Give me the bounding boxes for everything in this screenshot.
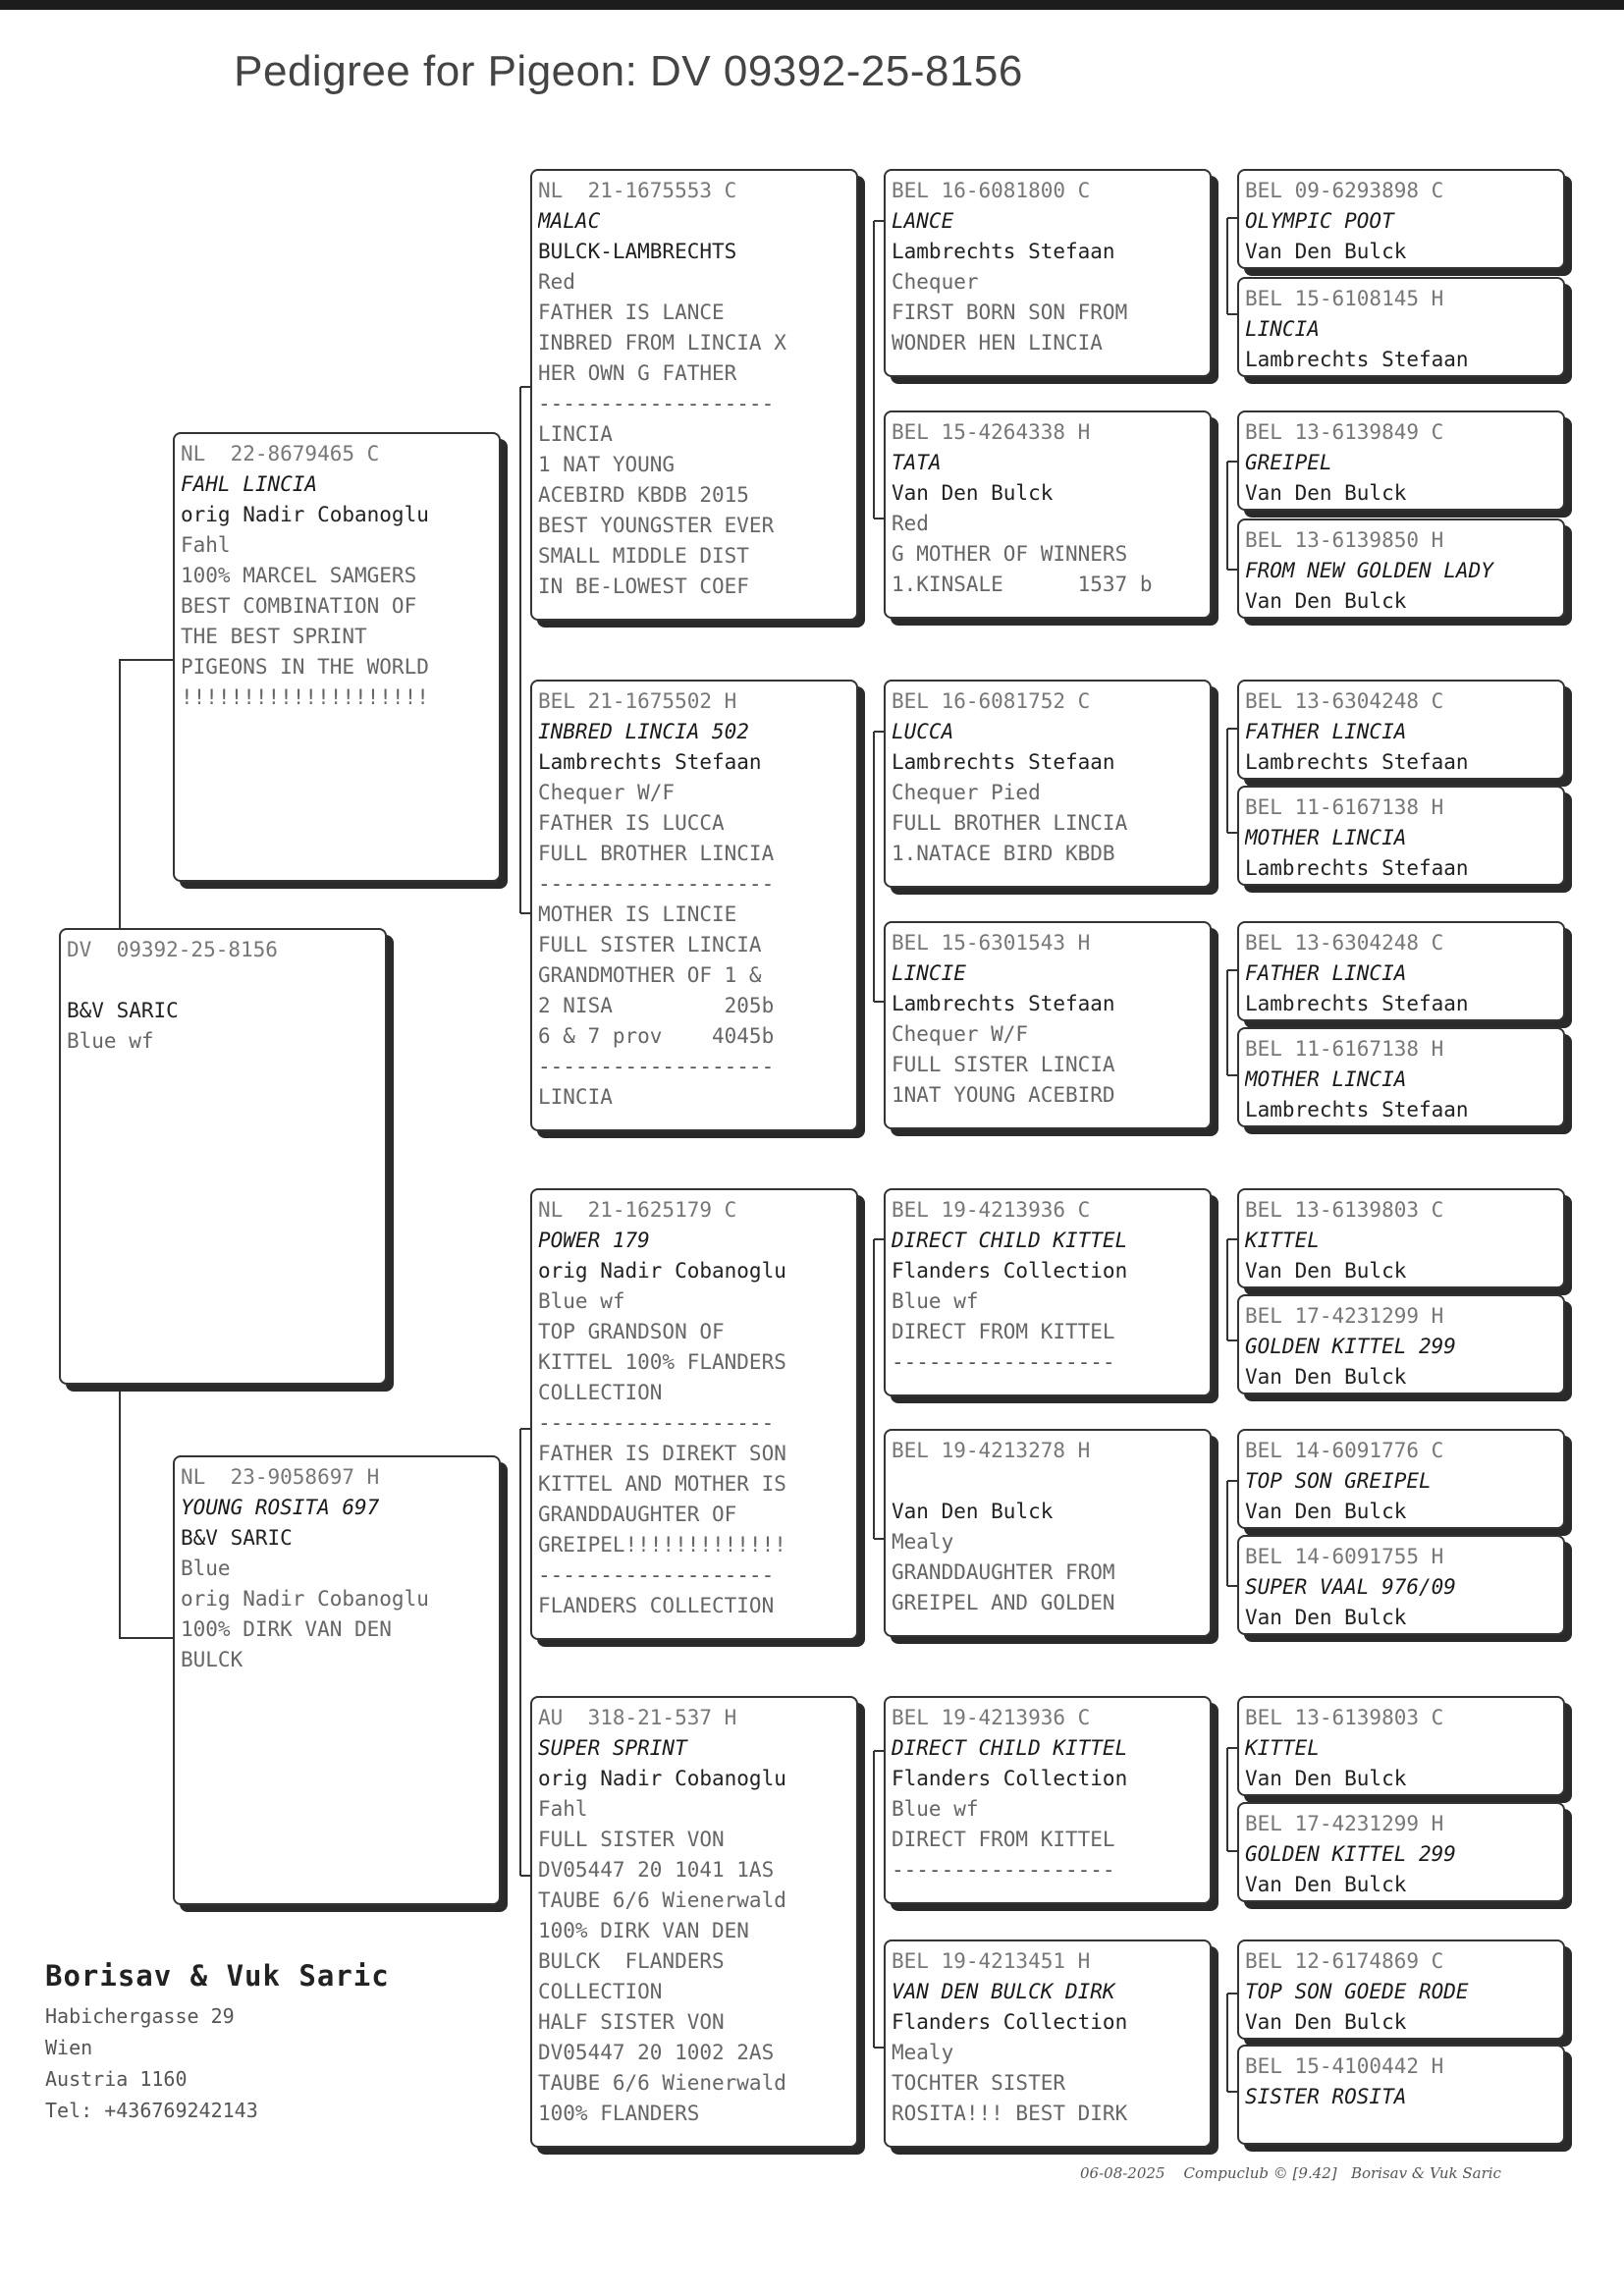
owner-name: Borisav & Vuk Saric	[45, 1959, 390, 1993]
gp-line: -------------------	[538, 1411, 775, 1435]
gp-line: COLLECTION	[538, 1381, 663, 1404]
great-great-grandparent-card-15[interactable]	[1237, 1940, 1565, 2040]
dam-line: Blue	[181, 1557, 231, 1580]
great-great-grandparent-card-1[interactable]	[1237, 169, 1565, 269]
gp-line: FULL SISTER VON	[538, 1828, 725, 1851]
gp-ring: NL 21-1625179 C	[538, 1198, 737, 1222]
gggp-owner: Van Den Bulck	[1245, 2010, 1407, 2034]
gp-line: GREIPEL!!!!!!!!!!!!!	[538, 1533, 786, 1557]
gp-line: Fahl	[538, 1797, 588, 1821]
gp-line: MOTHER IS LINCIE	[538, 902, 737, 926]
ggp-line: FULL BROTHER LINCIA	[892, 811, 1128, 835]
ggp-name: VAN DEN BULCK DIRK	[892, 1980, 1115, 2003]
ggp-owner: Flanders Collection	[892, 2010, 1128, 2034]
gggp-ring: BEL 09-6293898 C	[1245, 179, 1444, 202]
gp-line: TOP GRANDSON OF	[538, 1320, 725, 1343]
gp-name: POWER 179	[538, 1229, 650, 1252]
ggp-name: LUCCA	[892, 720, 954, 743]
great-great-grandparent-card-9[interactable]	[1237, 1188, 1565, 1288]
ggp-name: DIRECT CHILD KITTEL	[892, 1229, 1128, 1252]
ggp-ring: BEL 19-4213936 C	[892, 1198, 1091, 1222]
ggp-name: LINCIE	[892, 961, 966, 985]
gp-line: FLANDERS COLLECTION	[538, 1594, 775, 1617]
gggp-name: SISTER ROSITA	[1245, 2085, 1407, 2108]
great-great-grandparent-card-12[interactable]	[1237, 1535, 1565, 1635]
ggp-line: Mealy	[892, 1530, 954, 1554]
connector-subject-sire	[120, 660, 173, 928]
grandparent-card-3[interactable]	[530, 1188, 858, 1640]
ggp-ring: BEL 16-6081800 C	[892, 179, 1091, 202]
gggp-name: MOTHER LINCIA	[1245, 1067, 1407, 1091]
gggp-ring: BEL 13-6304248 C	[1245, 931, 1444, 955]
gggp-ring: BEL 12-6174869 C	[1245, 1949, 1444, 1973]
ggp-line: Mealy	[892, 2041, 954, 2064]
gp-line: Blue wf	[538, 1289, 625, 1313]
gp-line: 100% FLANDERS	[538, 2102, 700, 2125]
ggp-line: ------------------	[892, 1350, 1115, 1374]
subject-card[interactable]	[59, 928, 387, 1385]
gp-line: FULL BROTHER LINCIA	[538, 842, 775, 865]
grandparent-card-2[interactable]	[530, 680, 858, 1131]
gp-line: -------------------	[538, 1563, 775, 1587]
ggp-ring: BEL 19-4213278 H	[892, 1439, 1091, 1462]
gp-ring: NL 21-1675553 C	[538, 179, 737, 202]
grandparent-card-4[interactable]	[530, 1696, 858, 2148]
gggp-name: MOTHER LINCIA	[1245, 826, 1407, 849]
ggp-line: G MOTHER OF WINNERS	[892, 542, 1128, 566]
gp-owner: Lambrechts Stefaan	[538, 750, 762, 774]
gggp-owner: Van Den Bulck	[1245, 1365, 1407, 1389]
gp-line: SMALL MIDDLE DIST	[538, 544, 749, 568]
owner-address-block	[45, 1959, 390, 2126]
great-grandparent-card-7[interactable]	[884, 1696, 1212, 1904]
great-great-grandparent-card-5[interactable]	[1237, 680, 1565, 780]
ggp-line: ------------------	[892, 1858, 1115, 1882]
gggp-owner: Van Den Bulck	[1245, 1873, 1407, 1896]
ggp-owner: Lambrechts Stefaan	[892, 240, 1115, 263]
ggp-name: DIRECT CHILD KITTEL	[892, 1736, 1128, 1760]
gggp-name: TOP SON GREIPEL	[1245, 1469, 1432, 1493]
gggp-ring: BEL 17-4231299 H	[1245, 1304, 1444, 1328]
gggp-name: GOLDEN KITTEL 299	[1245, 1842, 1456, 1866]
gggp-owner: Lambrechts Stefaan	[1245, 856, 1469, 880]
great-grandparent-card-6[interactable]	[884, 1429, 1212, 1637]
ggp-line: Chequer	[892, 270, 979, 294]
ggp-line: Red	[892, 512, 929, 535]
gggp-ring: BEL 17-4231299 H	[1245, 1812, 1444, 1835]
sire-line: THE BEST SPRINT	[181, 625, 367, 648]
gggp-name: FATHER LINCIA	[1245, 961, 1407, 985]
ggp-line: WONDER HEN LINCIA	[892, 331, 1103, 355]
gp-line: HALF SISTER VON	[538, 2010, 725, 2034]
ggp-name: TATA	[892, 451, 942, 474]
grandparent-card-1[interactable]	[530, 169, 858, 621]
ggp-owner: Lambrechts Stefaan	[892, 992, 1115, 1015]
gggp-ring: BEL 14-6091755 H	[1245, 1545, 1444, 1568]
gp-name: MALAC	[538, 209, 601, 233]
gp-line: IN BE-LOWEST COEF	[538, 574, 749, 598]
gp-line: INBRED FROM LINCIA X	[538, 331, 786, 355]
gggp-name: SUPER VAAL 976/09	[1245, 1575, 1456, 1599]
great-great-grandparent-card-14[interactable]	[1237, 1802, 1565, 1902]
great-great-grandparent-card-7[interactable]	[1237, 921, 1565, 1021]
gggp-ring: BEL 15-6108145 H	[1245, 287, 1444, 310]
gggp-owner: Lambrechts Stefaan	[1245, 348, 1469, 371]
sire-name: FAHL LINCIA	[181, 472, 318, 496]
ggp-owner: Lambrechts Stefaan	[892, 750, 1115, 774]
ggp-owner: Van Den Bulck	[892, 481, 1054, 505]
gp-line: TAUBE 6/6 Wienerwald	[538, 1888, 786, 1912]
gggp-owner	[1245, 2112, 1557, 2143]
ggp-line: ROSITA!!! BEST DIRK	[892, 2102, 1128, 2125]
sire-owner: orig Nadir Cobanoglu	[181, 503, 429, 526]
gggp-name: OLYMPIC POOT	[1245, 209, 1394, 233]
gggp-name: KITTEL	[1245, 1736, 1320, 1760]
gggp-owner: Van Den Bulck	[1245, 481, 1407, 505]
great-grandparent-card-8[interactable]	[884, 1940, 1212, 2148]
page-title: Pedigree for Pigeon: DV 09392-25-8156	[234, 47, 1023, 95]
ggp-line: FULL SISTER LINCIA	[892, 1053, 1115, 1076]
gggp-name: GOLDEN KITTEL 299	[1245, 1335, 1456, 1358]
gp-line: -------------------	[538, 872, 775, 896]
great-great-grandparent-card-13[interactable]	[1237, 1696, 1565, 1796]
ggp-line: Blue wf	[892, 1289, 979, 1313]
connector-subject-dam	[120, 1385, 173, 1638]
ggp-line: DIRECT FROM KITTEL	[892, 1828, 1115, 1851]
gggp-owner: Lambrechts Stefaan	[1245, 992, 1469, 1015]
gggp-name: TOP SON GOEDE RODE	[1245, 1980, 1469, 2003]
gp-line: 100% DIRK VAN DEN	[538, 1919, 749, 1942]
dam-card[interactable]	[173, 1455, 501, 1905]
gp-line: -------------------	[538, 392, 775, 415]
gp-line: LINCIA	[538, 422, 613, 446]
gp-line: FULL SISTER LINCIA	[538, 933, 762, 956]
gp-line: COLLECTION	[538, 1980, 663, 2003]
ggp-line: 1.KINSALE 1537 b	[892, 573, 1153, 596]
gp-line: DV05447 20 1002 2AS	[538, 2041, 775, 2064]
ggp-line: Chequer W/F	[892, 1022, 1029, 1046]
gggp-ring: BEL 13-6139850 H	[1245, 528, 1444, 552]
gggp-name: GREIPEL	[1245, 451, 1332, 474]
gp-line: 2 NISA 205b	[538, 994, 775, 1017]
gggp-ring: BEL 15-4100442 H	[1245, 2054, 1444, 2078]
gggp-ring: BEL 14-6091776 C	[1245, 1439, 1444, 1462]
gggp-owner: Van Den Bulck	[1245, 589, 1407, 613]
sire-card[interactable]	[173, 432, 501, 882]
gggp-owner: Van Den Bulck	[1245, 1259, 1407, 1283]
ggp-line: GRANDDAUGHTER FROM	[892, 1560, 1115, 1584]
gggp-ring: BEL 13-6304248 C	[1245, 689, 1444, 713]
gggp-owner: Van Den Bulck	[1245, 1500, 1407, 1523]
ggp-name	[892, 1466, 1204, 1497]
ggp-line: 1NAT YOUNG ACEBIRD	[892, 1083, 1115, 1107]
gp-name: INBRED LINCIA 502	[538, 720, 749, 743]
great-great-grandparent-card-10[interactable]	[1237, 1294, 1565, 1394]
gp-line: GRANDMOTHER OF 1 &	[538, 963, 762, 987]
sire-line: !!!!!!!!!!!!!!!!!!!!	[181, 685, 429, 709]
gp-owner: BULCK-LAMBRECHTS	[538, 240, 737, 263]
gp-owner: orig Nadir Cobanoglu	[538, 1767, 786, 1790]
gggp-ring: BEL 13-6139849 C	[1245, 420, 1444, 444]
gggp-ring: BEL 11-6167138 H	[1245, 795, 1444, 819]
great-great-grandparent-card-11[interactable]	[1237, 1429, 1565, 1529]
dam-line: BULCK	[181, 1648, 244, 1671]
great-great-grandparent-card-6[interactable]	[1237, 786, 1565, 886]
gggp-ring: BEL 11-6167138 H	[1245, 1037, 1444, 1061]
gggp-name: KITTEL	[1245, 1229, 1320, 1252]
gp-line: FATHER IS LANCE	[538, 301, 725, 324]
gggp-owner: Lambrechts Stefaan	[1245, 1098, 1469, 1121]
great-great-grandparent-card-16[interactable]	[1237, 2045, 1565, 2145]
ggp-line: GREIPEL AND GOLDEN	[892, 1591, 1115, 1614]
dam-owner: B&V SARIC	[181, 1526, 293, 1550]
subject-line	[67, 965, 379, 996]
gp-line: KITTEL 100% FLANDERS	[538, 1350, 786, 1374]
gp-line: Red	[538, 270, 575, 294]
gp-line: FATHER IS LUCCA	[538, 811, 725, 835]
gp-line: BULCK FLANDERS	[538, 1949, 725, 1973]
owner-country: Austria 1160	[45, 2067, 188, 2091]
great-great-grandparent-card-3[interactable]	[1237, 410, 1565, 511]
dam-ring: NL 23-9058697 H	[181, 1465, 380, 1489]
dam-line: 100% DIRK VAN DEN	[181, 1617, 392, 1641]
sire-ring: NL 22-8679465 C	[181, 442, 380, 465]
gp-line: GRANDDAUGHTER OF	[538, 1503, 737, 1526]
ggp-ring: BEL 16-6081752 C	[892, 689, 1091, 713]
ggp-line: TOCHTER SISTER	[892, 2071, 1066, 2095]
ggp-owner: Flanders Collection	[892, 1259, 1128, 1283]
owner-phone: Tel: +436769242143	[45, 2099, 258, 2122]
ggp-ring: BEL 19-4213451 H	[892, 1949, 1091, 1973]
owner-city: Wien	[45, 2036, 93, 2059]
subject-ring: DV 09392-25-8156	[67, 938, 278, 961]
ggp-line: Blue wf	[892, 1797, 979, 1821]
great-grandparent-card-5[interactable]	[884, 1188, 1212, 1396]
ggp-line: Chequer Pied	[892, 781, 1041, 804]
sire-line: PIGEONS IN THE WORLD	[181, 655, 429, 679]
owner-street: Habichergasse 29	[45, 2004, 235, 2028]
gp-ring: BEL 21-1675502 H	[538, 689, 737, 713]
gggp-name: FATHER LINCIA	[1245, 720, 1407, 743]
subject-line: B&V SARIC	[67, 999, 179, 1022]
gggp-name: LINCIA	[1245, 317, 1320, 341]
gggp-owner: Van Den Bulck	[1245, 240, 1407, 263]
great-grandparent-card-4[interactable]	[884, 921, 1212, 1129]
sire-line: BEST COMBINATION OF	[181, 594, 417, 618]
great-great-grandparent-card-4[interactable]	[1237, 519, 1565, 619]
gggp-ring: BEL 13-6139803 C	[1245, 1706, 1444, 1729]
gp-line: LINCIA	[538, 1085, 613, 1109]
ggp-name: LANCE	[892, 209, 954, 233]
footer-print-info: 06-08-2025 Compuclub © [9.42] Borisav & Vuk Saric	[1080, 2164, 1501, 2182]
ggp-line: 1.NATACE BIRD KBDB	[892, 842, 1115, 865]
gggp-owner: Lambrechts Stefaan	[1245, 750, 1469, 774]
dam-name: YOUNG ROSITA 697	[181, 1496, 380, 1519]
gggp-name: FROM NEW GOLDEN LADY	[1245, 559, 1493, 582]
sire-line: 100% MARCEL SAMGERS	[181, 564, 417, 587]
gp-owner: orig Nadir Cobanoglu	[538, 1259, 786, 1283]
gp-line: KITTEL AND MOTHER IS	[538, 1472, 786, 1496]
ggp-line: DIRECT FROM KITTEL	[892, 1320, 1115, 1343]
gp-ring: AU 318-21-537 H	[538, 1706, 737, 1729]
gp-line: FATHER IS DIREKT SON	[538, 1442, 786, 1465]
gp-line: HER OWN G FATHER	[538, 361, 737, 385]
gp-line: Chequer W/F	[538, 781, 676, 804]
gp-line: DV05447 20 1041 1AS	[538, 1858, 775, 1882]
ggp-ring: BEL 15-4264338 H	[892, 420, 1091, 444]
dam-line: orig Nadir Cobanoglu	[181, 1587, 429, 1611]
great-great-grandparent-card-2[interactable]	[1237, 277, 1565, 377]
great-great-grandparent-card-8[interactable]	[1237, 1027, 1565, 1127]
ggp-ring: BEL 19-4213936 C	[892, 1706, 1091, 1729]
ggp-line: FIRST BORN SON FROM	[892, 301, 1128, 324]
great-grandparent-card-1[interactable]	[884, 169, 1212, 377]
ggp-ring: BEL 15-6301543 H	[892, 931, 1091, 955]
sire-line: Fahl	[181, 533, 231, 557]
subject-line: Blue wf	[67, 1029, 154, 1053]
gggp-ring: BEL 13-6139803 C	[1245, 1198, 1444, 1222]
great-grandparent-card-3[interactable]	[884, 680, 1212, 888]
gp-line: 1 NAT YOUNG	[538, 453, 676, 476]
gp-line: ACEBIRD KBDB 2015	[538, 483, 749, 507]
gggp-owner: Van Den Bulck	[1245, 1606, 1407, 1629]
gp-line: -------------------	[538, 1055, 775, 1078]
gp-line: 6 & 7 prov 4045b	[538, 1024, 775, 1048]
ggp-owner: Van Den Bulck	[892, 1500, 1054, 1523]
great-grandparent-card-2[interactable]	[884, 410, 1212, 619]
gggp-owner: Van Den Bulck	[1245, 1767, 1407, 1790]
ggp-owner: Flanders Collection	[892, 1767, 1128, 1790]
gp-line: BEST YOUNGSTER EVER	[538, 514, 775, 537]
gp-line: TAUBE 6/6 Wienerwald	[538, 2071, 786, 2095]
gp-name: SUPER SPRINT	[538, 1736, 687, 1760]
